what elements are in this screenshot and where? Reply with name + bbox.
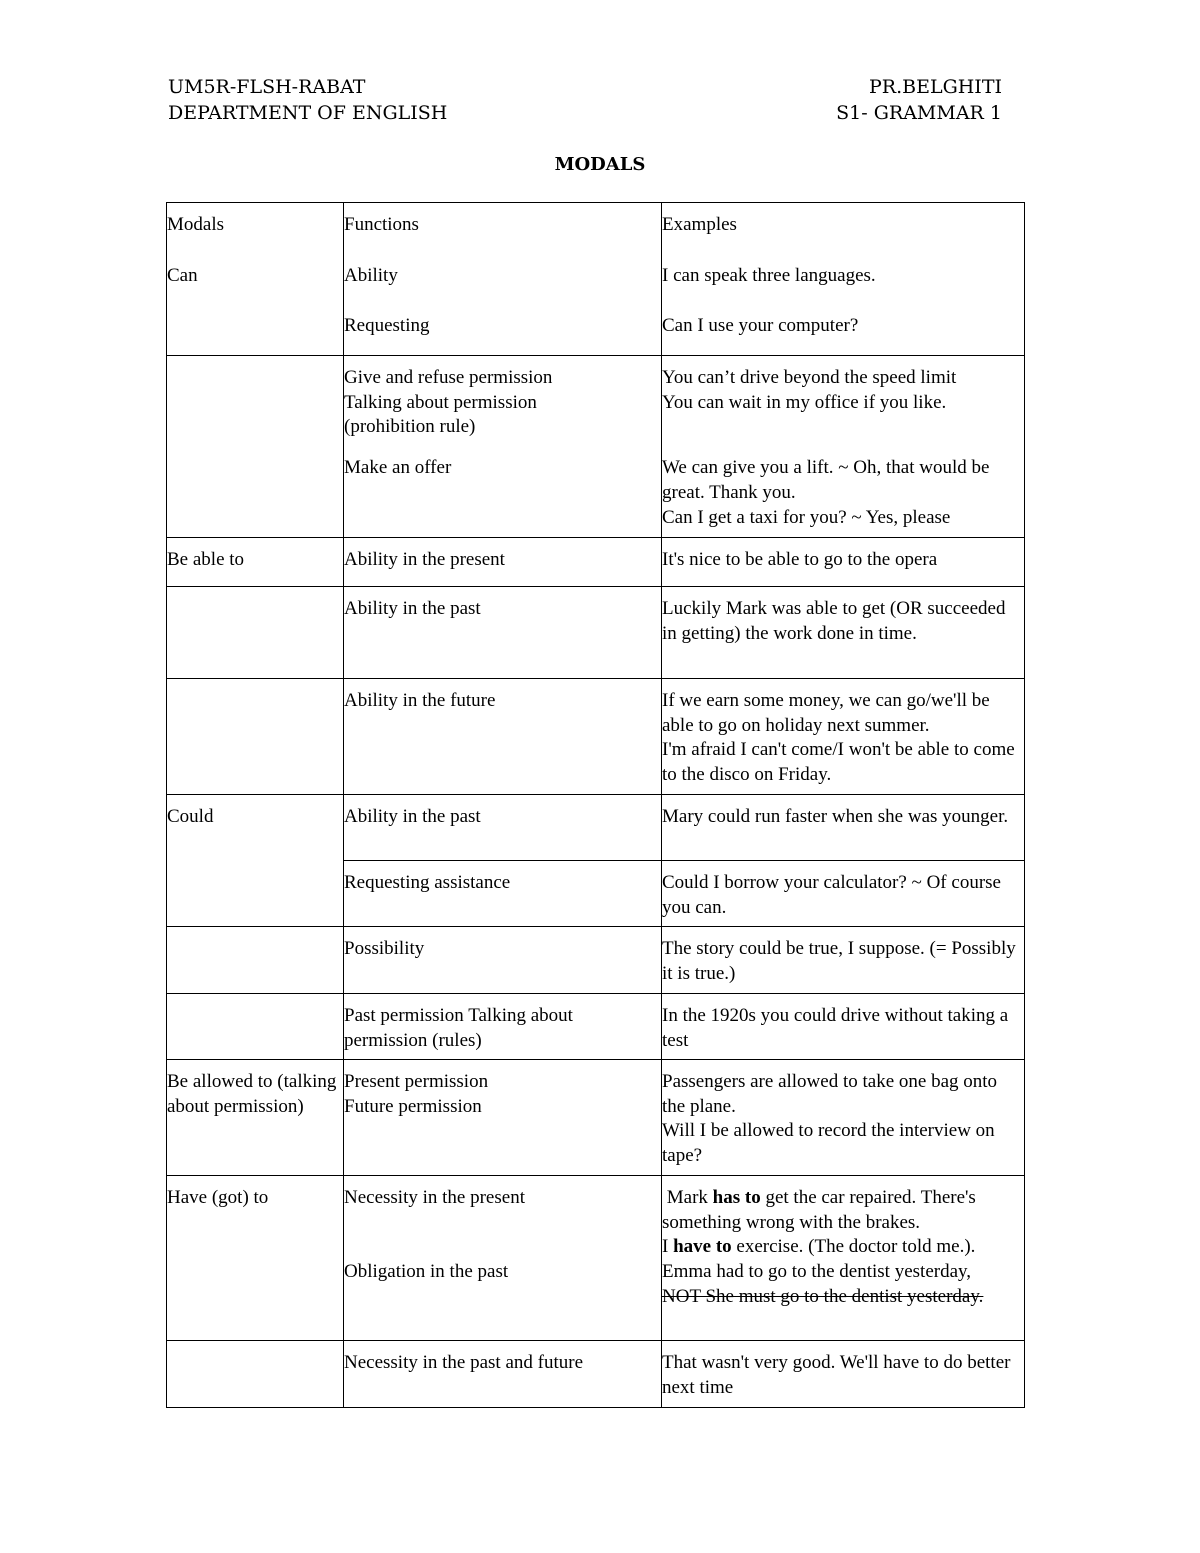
function-text: Necessity in the past and future	[344, 1352, 584, 1373]
example-text	[662, 1235, 1024, 1260]
example-text: I can speak three languages.	[662, 264, 876, 286]
example-emphasis: has to	[712, 1187, 761, 1208]
example-cell	[662, 356, 1025, 538]
example-text: It's nice to be able to go to the opera	[662, 549, 938, 570]
modal-cell	[167, 679, 344, 795]
modal-cell	[167, 1341, 344, 1408]
example-text: Luckily Mark was able to get (OR succeeded in getting) the work done in time.	[662, 598, 1006, 644]
column-header-modals: Modals	[167, 214, 224, 235]
example-text: You can wait in my office if you like.	[662, 391, 947, 413]
function-text: Ability in the past	[344, 806, 481, 827]
example-cell	[662, 994, 1025, 1060]
example-cell	[662, 587, 1025, 679]
function-text: Talking about permission	[344, 391, 537, 413]
modal-cell	[167, 994, 344, 1060]
example-cell	[662, 679, 1025, 795]
table-row	[167, 795, 1025, 861]
modal-could: Could	[167, 806, 214, 827]
example-text: Can I use your computer?	[662, 315, 859, 337]
example-text: In the 1920s you could drive without taking a test	[662, 1005, 1009, 1051]
function-text: Requesting	[344, 315, 430, 337]
example-fragment: I	[662, 1236, 674, 1258]
page-title: MODALS	[554, 154, 646, 175]
example-cell	[662, 538, 1025, 587]
table-row	[167, 203, 1025, 356]
modal-cell	[167, 927, 344, 994]
example-cell	[662, 203, 1025, 356]
example-text: Emma had to go to the dentist yesterday,	[662, 1261, 972, 1283]
function-text: Future permission	[344, 1095, 482, 1117]
function-text: Ability in the present	[344, 549, 505, 570]
column-header-functions: Functions	[344, 214, 419, 235]
example-text: The story could be true, I suppose. (= Possibly it is true.)	[662, 938, 1016, 984]
function-text: Present permission	[344, 1071, 489, 1092]
function-text: Make an offer	[344, 457, 452, 479]
course-name: S1- GRAMMAR 1	[836, 102, 1002, 124]
function-text: Ability	[344, 264, 398, 286]
example-text: If we earn some money, we can go/we'll be able to go on holiday next summer.	[662, 690, 990, 736]
example-text: Will I be allowed to record the interview on tape?	[662, 1120, 995, 1167]
table-row	[167, 1176, 1025, 1341]
professor-name: PR.BELGHITI	[868, 76, 1002, 98]
example-fragment: exercise. (The doctor told me.).	[731, 1236, 976, 1258]
example-text: Mary could run faster when she was younger.	[662, 806, 1009, 827]
example-text: Passengers are allowed to take one bag onto the plane.	[662, 1071, 998, 1117]
example-text: We can give you a lift. ~ Oh, that would be great. Thank you.	[662, 457, 990, 504]
example-cell	[662, 1176, 1025, 1341]
table-row	[167, 927, 1025, 994]
example-emphasis: have to	[673, 1236, 732, 1258]
example-text: That wasn't very good. We'll have to do better next time	[662, 1352, 1011, 1398]
function-cell	[344, 1341, 662, 1408]
example-cell	[662, 1341, 1025, 1408]
table-row	[167, 538, 1025, 587]
modal-cell	[167, 795, 344, 927]
function-text: Requesting assistance	[344, 872, 511, 893]
example-text: You can’t drive beyond the speed limit	[662, 367, 957, 388]
function-cell	[344, 1060, 662, 1176]
modal-be-allowed-to: Be allowed to (talking about permission)	[167, 1071, 337, 1117]
header-left	[168, 74, 447, 126]
table-row	[167, 994, 1025, 1060]
example-cell	[662, 1060, 1025, 1176]
example-fragment: Mark	[662, 1187, 713, 1208]
function-cell	[344, 587, 662, 679]
function-text: Possibility	[344, 938, 425, 959]
table-row	[167, 587, 1025, 679]
modal-can: Can	[167, 264, 198, 286]
function-cell	[344, 679, 662, 795]
function-text: Necessity in the present	[344, 1187, 525, 1208]
modal-cell	[167, 203, 344, 356]
function-cell	[344, 538, 662, 587]
header-right	[836, 74, 1002, 126]
function-text: Give and refuse permission	[344, 367, 553, 388]
function-cell	[344, 356, 662, 538]
function-cell	[344, 795, 662, 861]
modal-cell	[167, 356, 344, 538]
modal-cell	[167, 587, 344, 679]
modal-cell	[167, 1176, 344, 1341]
function-text: (prohibition rule)	[344, 416, 476, 438]
table-row	[167, 1060, 1025, 1176]
example-fragment: get the car repaired. There's something wrong with the brakes.	[662, 1187, 981, 1233]
example-strikethrough-text: NOT She must go to the dentist yesterday.	[662, 1285, 984, 1307]
example-text: I'm afraid I can't come/I won't be able to come to the disco on Friday.	[662, 739, 1015, 786]
university-name: UM5R-FLSH-RABAT	[168, 76, 366, 98]
modal-have-got-to: Have (got) to	[167, 1187, 269, 1208]
function-text: Obligation in the past	[344, 1260, 509, 1282]
modal-cell	[167, 538, 344, 587]
function-text: Ability in the past	[344, 598, 481, 619]
table-row	[167, 356, 1025, 538]
department-name: DEPARTMENT OF ENGLISH	[168, 102, 448, 124]
example-text: Can I get a taxi for you? ~ Yes, please	[662, 506, 951, 528]
modal-cell	[167, 1060, 344, 1176]
function-cell	[344, 994, 662, 1060]
modals-table	[166, 202, 1025, 1408]
function-text: Past permission Talking about permission (rules)	[344, 1005, 573, 1051]
example-cell	[662, 927, 1025, 994]
function-cell	[344, 927, 662, 994]
table-row	[167, 1341, 1025, 1408]
table-row	[167, 679, 1025, 795]
example-text	[662, 1186, 1024, 1235]
function-cell	[344, 1176, 662, 1341]
function-cell	[344, 203, 662, 356]
column-header-examples: Examples	[662, 214, 737, 235]
example-cell	[662, 795, 1025, 861]
example-cell	[662, 861, 1025, 927]
function-text: Ability in the future	[344, 690, 496, 711]
function-cell	[344, 861, 662, 927]
modal-be-able-to: Be able to	[167, 549, 245, 570]
example-text: Could I borrow your calculator? ~ Of course you can.	[662, 872, 1001, 918]
